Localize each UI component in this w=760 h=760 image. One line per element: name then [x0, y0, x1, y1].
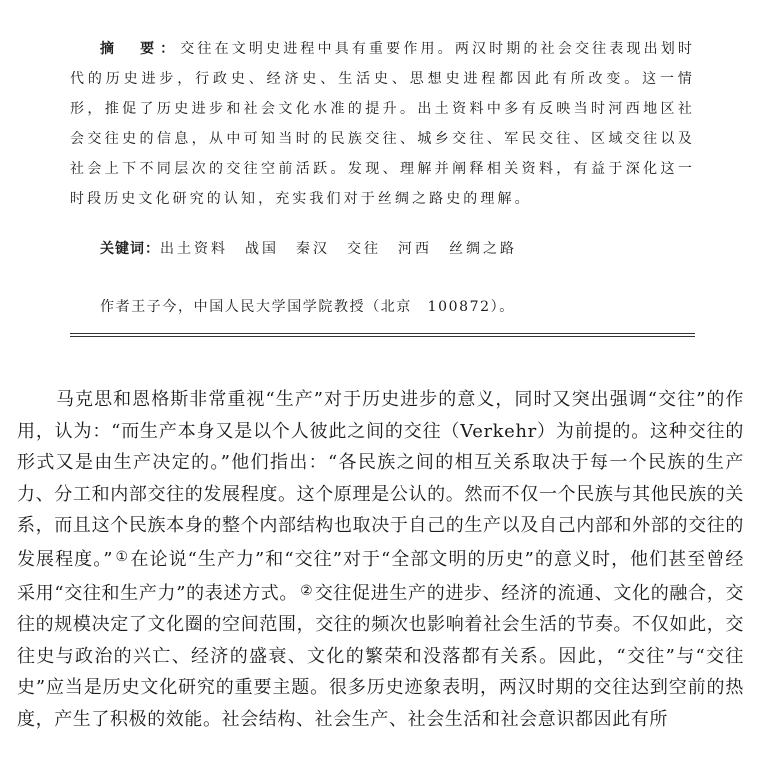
footnote-marker-2[interactable]: ② — [300, 582, 313, 599]
footnote-marker-1[interactable]: ① — [115, 548, 129, 565]
abstract-text: 交往在文明史进程中具有重要作用。两汉时期的社会交往表现出划时代的历史进步，行政史、经济史、生活史、思想史进程都因此有所改变。这一情形，推促了历史进步和社会文化水准的提升。出土资料中多有反映当时河西地区社会交往史的信息，从中可知当时的民族交往、城乡交往、军民交往、区域交往以及社会上下不同层次的交往空前活跃。发现、理解并阐释相关资料，有益于深化这一时段历史文化研究的认知，充实我们对于丝绸之路史的理解。 — [70, 41, 696, 207]
body-paragraph — [17, 384, 744, 736]
body-text-segment: 在论说“生产力”和“交往”对于“全部文明的历史”的意义时，他们甚至曾经采用“交往和生产力”的表述方式。 — [17, 548, 744, 604]
author-note: 作者王子今，中国人民大学国学院教授（北京 100872）。 — [100, 299, 515, 315]
keywords-label: 关键词： — [100, 241, 160, 257]
keyword-item: 出土资料 — [160, 241, 228, 257]
keyword-item: 交往 — [347, 241, 381, 257]
divider-rule — [70, 333, 695, 334]
abstract-label: 摘 要： — [100, 41, 181, 57]
body-text-segment: 马克思和恩格斯非常重视“生产”对于历史进步的意义，同时又突出强调“交往”的作用，认为：“而生产本身又是以个人彼此之间的交往（Verkehr）为前提的。这种交往的形式又是由生产决定的。”他们指出：“各民族之间的相互关系取决于每一个民族的生产力、分工和内部交往的发展程度。这个原理是公认的。然而不仅一个民族与其他民族的关系，而且这个民族本身的整个内部结构也取决于自己的生产以及自己内部和外部的交往的发展程度。” — [17, 389, 744, 570]
keyword-item: 秦汉 — [296, 241, 330, 257]
keyword-item: 战国 — [245, 241, 279, 257]
abstract-paragraph — [70, 34, 695, 214]
keyword-item: 丝绸之路 — [449, 241, 517, 257]
divider-rule — [70, 336, 695, 337]
keyword-item: 河西 — [398, 241, 432, 257]
keywords-line — [100, 234, 534, 264]
body-text-segment: 交往促进生产的进步、经济的流通、文化的融合，交往的规模决定了文化圈的空间范围，交往的频次也影响着社会生活的节奏。不仅如此，交往史与政治的兴亡、经济的盛衰、文化的繁荣和没落都有关系。因此，“交往”与“交往史”应当是历史文化研究的重要主题。很多历史迹象表明，两汉时期的交往达到空前的热度，产生了积极的效能。社会结构、社会生产、社会生活和社会意识都因此有所 — [17, 582, 744, 730]
